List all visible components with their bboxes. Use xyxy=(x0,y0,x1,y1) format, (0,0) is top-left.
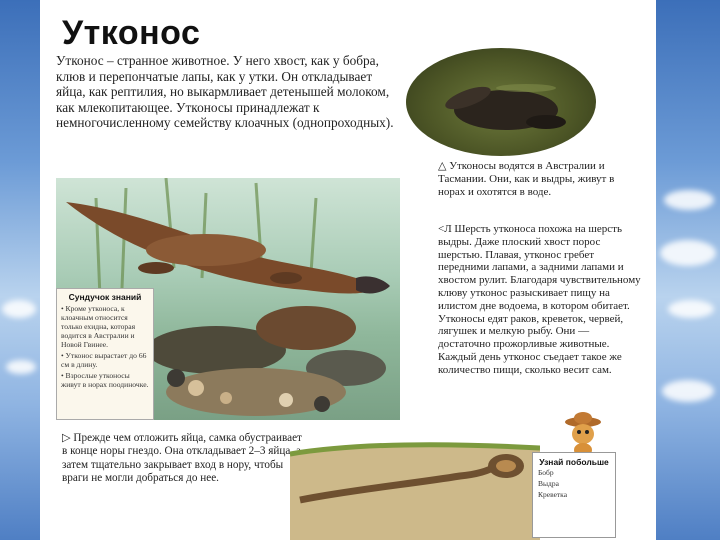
knowledge-box-title: Сундучок знаний xyxy=(68,292,142,302)
cloud xyxy=(2,300,36,318)
mascot-illustration xyxy=(558,410,608,458)
page-title: Утконос xyxy=(62,14,201,52)
caption-top: △ Утконосы водятся в Австралии и Тасмании. Они, как и выдры, живут в норах и охотятся в воде. xyxy=(438,160,615,198)
platypus-illustration xyxy=(406,48,596,156)
mascot-character xyxy=(558,410,608,458)
sky-background-left xyxy=(0,0,40,540)
cloud xyxy=(668,300,714,318)
caption-bottom: ▷ Прежде чем отложить яйца, самка обустраивает в конце норы гнездо. Она откладывает 2–3 яйца, а затем тщательно закрывает вход в нору, чтобы враги не могли добраться до нее. xyxy=(62,432,302,485)
learn-more-item: Креветка xyxy=(538,490,568,499)
burrow-diagram xyxy=(290,440,540,540)
knowledge-box-item: • Утконос вырастает до 66 см в длину. xyxy=(61,351,147,369)
cloud xyxy=(662,380,714,402)
burrow-illustration xyxy=(290,440,540,540)
learn-more-box xyxy=(532,452,616,538)
cloud xyxy=(6,360,36,374)
learn-more-title: Узнай побольше xyxy=(539,457,609,467)
knowledge-box-item: • Взрослые утконосы живут в норах поодиночке. xyxy=(61,371,149,389)
underwater-scene xyxy=(56,178,400,420)
cloud xyxy=(660,240,716,266)
knowledge-box xyxy=(56,288,154,420)
learn-more-item: Бобр xyxy=(538,468,554,477)
intro-paragraph: Утконос – странное животное. У него хвост, как у бобра, клюв и перепончатые лапы, как у утки. Он откладывает яйца, как рептилия, но выкармливает детенышей молоком, как млекопитающее. Утконосы принадлежат к немногочисленному семейству клоачных (однопроходных). xyxy=(56,53,394,130)
learn-more-item: Выдра xyxy=(538,479,559,488)
knowledge-box-item: • Кроме утконоса, к клоачным относится только ехидна, которая водится в Австралии и Новой Гвинее. xyxy=(61,304,136,349)
sky-background-right xyxy=(656,0,720,540)
document-page xyxy=(40,0,656,540)
platypus-photo xyxy=(406,48,596,156)
cloud xyxy=(664,190,714,210)
caption-middle: <Л Шерсть утконоса похожа на шерсть выдры. Даже плоский хвост порос шерстью. Плавая, утконос гребет передними лапами, а задними лапами и хвостом рулит. Благодаря чувствительному клюву утконос разыскивает пищу на илистом дне водоема, в котором обитает. Утконосы едят раков, креветок, червей, лягушек и мелкую рыбу. Они — достаточно прожорливые животные. Каждый день утконос съедает такое же количество пищи, сколько весит сам. xyxy=(438,223,641,376)
